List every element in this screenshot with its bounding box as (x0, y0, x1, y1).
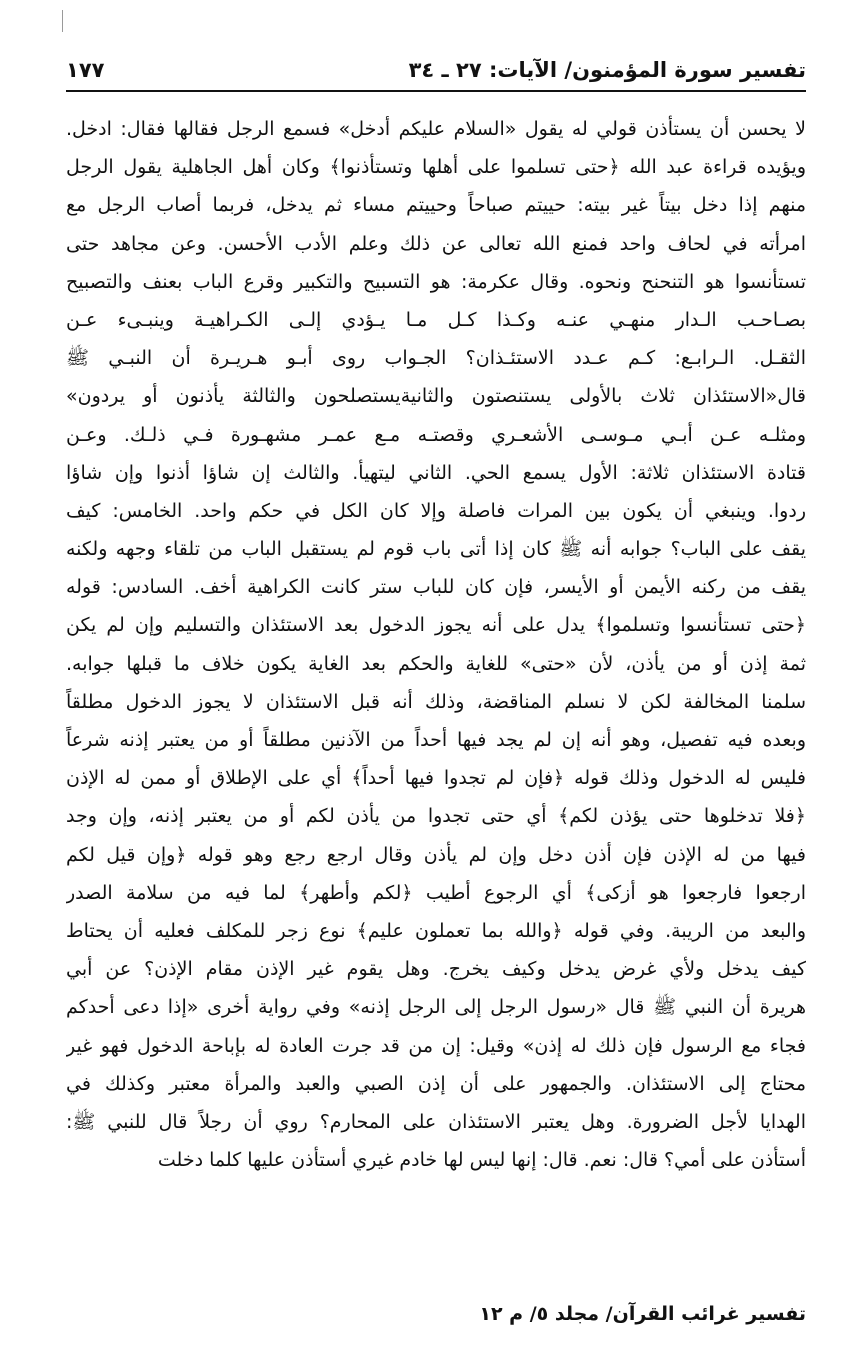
text-line: ردوا. وينبغي أن يكون بين المرات فاصلة وإلا كان الكل في حكم واحد. الخامس: كيف (66, 499, 806, 522)
text-line: يقف على الباب؟ جوابه أنه ﷺ كان إذا أتى باب قوم لم يستقبل الباب من تلقاء وجهه ولكنه (66, 538, 806, 561)
text-line: كيف يدخل ولأي غرض يدخل وكيف يخرج. وهل يقوم غير الإذن مقام الإذن؟ عن أبي (66, 958, 806, 981)
text-line: بصـاحـب الـدار منهـي عنـه وكـذا كـل مـا يـؤدي إلـى الكـراهيـة وينبـىء عـن (66, 308, 806, 331)
text-line: يقف من ركنه الأيمن أو الأيسر، فإن كان للباب ستر كانت الكراهية أخف. السادس: قوله (66, 576, 806, 599)
text-line: تستأنسوا هو التنحنح ونحوه. وقال عكرمة: هو التسبيح والتكبير وقرع الباب بعنف والتصبيح (66, 270, 806, 293)
text-line: امرأته في لحاف واحد فمنع الله تعالى عن ذلك وعلم الأدب الأحسن. وعن مجاهد حتى (66, 232, 806, 255)
text-line: أستأذن على أمي؟ قال: نعم. قال: إنها ليس لها خادم غيري أستأذن عليها كلما دخلت (157, 1149, 806, 1172)
text-line: منهم إذا دخل بيتاً غير بيته: حييتم صباحاً وحييتم مساء ثم يدخل، فربما أصاب الرجل مع (66, 194, 806, 217)
text-line: ويؤيده قراءة عبد الله ﴿حتى تسلموا على أهلها وتستأذنوا﴾ وكان أهل الجاهلية يقول الرجل (66, 156, 806, 179)
header-divider (66, 90, 806, 92)
text-line: ﴿فلا تدخلوها حتى يؤذن لكم﴾ أي حتى تجدوا من يأذن لكم أو من يعتبر إذنه، وإن وجد (66, 805, 806, 828)
footer-signature: تفسير غرائب القرآن/ مجلد ٥/ م ١٢ (479, 1303, 806, 1325)
text-line: قتادة الاستئذان ثلاثة: الأول يسمع الحي. الثاني ليتهيأ. والثالث إن شاؤا أذنوا وإن شاؤا (66, 461, 806, 484)
text-line: سلمنا المخالفة لكن لا نسلم المناقضة، وذلك أنه قبل الاستئذان لا يجوز الدخول مطلقاً (66, 690, 806, 713)
text-line: فليس له الدخول وذلك قوله ﴿فإن لم تجدوا فيها أحداً﴾ أي على الإطلاق أو ممن له الإذن (66, 767, 806, 790)
text-line: الهدايا لأجل الضرورة. وهل يعتبر الاستئذان على المحارم؟ روي أن رجلاً قال للنبي ﷺ: (66, 1110, 806, 1133)
commentary-text (66, 110, 806, 1290)
text-line: محتاج إلى الاستئذان. والجمهور على أن إذن الصبي والعبد والمرأة معتبر وكذلك في (66, 1072, 806, 1095)
margin-mark (62, 10, 63, 32)
text-line: قال«الاستئذان ثلاث بالأولى يستنصتون والثانيةيستصلحون والثالثة يأذنون أو يردون» (66, 385, 806, 408)
text-line: ثمة إذن أو من يأذن، لأن «حتى» للغاية والحكم بعد الغاية يكون خلاف ما قبلها جوابه. (66, 652, 806, 675)
page-number: ١٧٧ (66, 58, 105, 82)
text-line: هريرة أن النبي ﷺ قال «رسول الرجل إلى الرجل إذنه» وفي رواية أخرى «إذا دعى أحدكم (66, 996, 806, 1019)
text-line: ومثلـه عـن أبـي مـوسـى الأشعـري وقصتـه مـع عمـر مشهـورة فـي ذلـك. وعـن (66, 423, 806, 446)
text-line: ارجعوا فارجعوا هو أزكى﴾ أي الرجوع أطيب ﴿لكم وأطهر﴾ لما فيه من سلامة الصدر (66, 881, 806, 904)
text-line: فيها من له الإذن فإن أذن دخل وإن لم يأذن وقال ارجع رجع وهو قوله ﴿وإن قيل لكم (66, 843, 806, 866)
text-line: لا يحسن أن يستأذن قولي له يقول «السلام عليكم أدخل» فسمع الرجل فقالها فقال: ادخل. (66, 118, 806, 140)
text-line: فجاء مع الرسول فإن ذلك له إذن» وقيل: إن من قد جرت العادة له بإباحة الدخول فهو غير (66, 1034, 806, 1057)
header-title: تفسير سورة المؤمنون/ الآيات: ٢٧ ـ ٣٤ (408, 58, 806, 82)
text-line: وبعده فيه تفصيل، وهو أنه إن لم يجد فيها أحداً من الآذنين مطلقاً أو من يعتبر إذنه شرعاً (66, 729, 806, 751)
text-line: والبعد من الريبة. وفي قوله ﴿والله بما تعملون عليم﴾ نوع زجر للمكلف فعليه أن يحتاط (66, 919, 806, 942)
text-line: ﴿حتى تستأنسوا وتسلموا﴾ يدل على أنه يجوز الدخول بعد الاستئذان والتسليم وإن لم يكن (66, 614, 806, 637)
text-line: الثقـل. الـرابـع: كـم عـدد الاستئـذان؟ الجـواب روى أبـو هـريـرة أن النبـي ﷺ (66, 347, 806, 370)
running-header (66, 56, 806, 88)
